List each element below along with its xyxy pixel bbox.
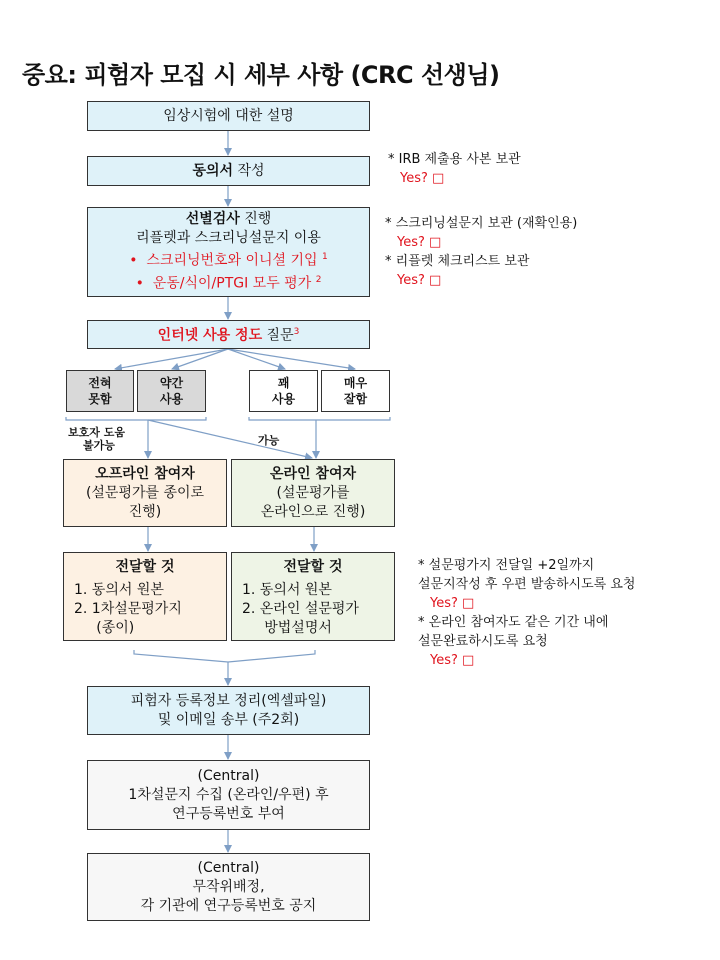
register-line2: 및 이메일 송부 (주2회) [157, 711, 300, 728]
step-internet-sup: 3 [293, 327, 300, 338]
note-deliver1-yes-checkbox[interactable]: Yes? □ [430, 596, 475, 611]
usage-option-fair [249, 370, 318, 412]
usage-option-very [321, 370, 390, 412]
online-title: 온라인 참여자 [269, 465, 357, 482]
offline-deliver-item: 1. 동의서 원본 [74, 582, 164, 598]
note-deliver1-line2: 설문지작성 후 우편 발송하시도록 요청 [418, 577, 636, 592]
offline-desc-line1: (설문평가를 종이로 [85, 484, 205, 501]
label-guardian-unavailable [68, 426, 125, 452]
note-screening2-text: * 리플렛 체크리스트 보관 [385, 254, 530, 269]
label-guardian-line1: 보호자 도움 [68, 426, 125, 439]
online-deliver-item: 방법설명서 [242, 620, 332, 636]
label-guardian-line2: 불가능 [83, 439, 115, 452]
note-screening2-yes-checkbox[interactable]: Yes? □ [397, 273, 442, 288]
usage-option-very-line2: 잘함 [343, 392, 368, 406]
offline-deliver-item: 2. 1차설문평가지 [74, 601, 182, 617]
bracket-low-usage [66, 417, 206, 420]
merge-deliver [134, 650, 315, 662]
arrow-internet-opt4 [228, 349, 355, 369]
register-line1: 피험자 등록정보 정리(엑셀파일) [130, 692, 327, 709]
online-deliver-item: 1. 동의서 원본 [242, 582, 332, 598]
online-deliver-box [231, 552, 395, 641]
note-irb [388, 150, 521, 188]
usage-option-some [137, 370, 206, 412]
arrow-internet-opt3 [228, 349, 285, 369]
step-screening-rest: 진행 [239, 211, 272, 228]
usage-option-some-line1: 약간 [159, 376, 184, 390]
usage-option-none [66, 370, 134, 412]
online-deliver-item: 2. 온라인 설문평가 [242, 601, 359, 617]
offline-desc-line2: 진행) [128, 503, 162, 520]
step-consent-bold: 동의서 [192, 162, 234, 179]
step-screening [87, 207, 370, 297]
step-screening-bullet1: • 스크리닝번호와 이니셜 기입 $^1$ [129, 252, 328, 269]
arrow-internet-opt1 [115, 349, 228, 369]
usage-option-some-line2: 사용 [159, 392, 184, 406]
step-explain [87, 101, 370, 131]
note-screening [385, 214, 577, 290]
note-irb-yes-checkbox[interactable]: Yes? □ [400, 171, 445, 186]
central2-line3: 각 기관에 연구등록번호 공지 [140, 897, 317, 914]
step-screening-line2: 리플렛과 스크리닝설문지 이용 [136, 230, 321, 247]
step-internet-usage [87, 320, 370, 349]
step-internet-bold: 인터넷 사용 정도 [157, 327, 263, 344]
central2-line1: (Central) [197, 859, 260, 876]
step-central-randomize [87, 853, 370, 921]
step-register [87, 686, 370, 735]
note-screening1-yes-checkbox[interactable]: Yes? □ [397, 235, 442, 250]
offline-deliver-title: 전달할 것 [115, 559, 175, 575]
page-title: 중요: 피험자 모집 시 세부 사항 (CRC 선생님) [22, 61, 500, 89]
note-screening1-text: * 스크리닝설문지 보관 (재확인용) [385, 216, 578, 231]
note-deliver [418, 556, 635, 670]
usage-option-none-line2: 못함 [88, 392, 112, 406]
online-desc-line2: 온라인으로 진행) [260, 503, 366, 520]
label-possible: 가능 [258, 434, 280, 447]
usage-option-fair-line1: 꽤 [277, 376, 290, 390]
offline-deliver-item: (종이) [74, 620, 135, 636]
step-consent-rest: 작성 [233, 162, 265, 179]
step-internet-rest: 질문 [262, 327, 294, 344]
online-participant-box [231, 459, 395, 527]
usage-option-very-line1: 매우 [343, 376, 368, 390]
bracket-high-usage [249, 417, 390, 420]
note-deliver2-line2: 설문완료하시도록 요청 [418, 634, 548, 649]
usage-option-none-line1: 전혀 [88, 376, 112, 390]
offline-title: 오프라인 참여자 [95, 465, 195, 482]
central1-line2: 1차설문지 수집 (온라인/우편) 후 [128, 786, 329, 803]
note-deliver1-line1: * 설문평가지 전달일 +2일까지 [418, 558, 595, 573]
usage-option-fair-line2: 사용 [271, 392, 296, 406]
note-deliver2-line1: * 온라인 참여자도 같은 기간 내에 [418, 615, 609, 630]
online-desc-line1: (설문평가를 [276, 484, 350, 501]
offline-deliver-box [63, 552, 227, 641]
central2-line2: 무작위배정, [192, 878, 265, 895]
step-screening-bullet2: • 운동/식이/PTGI 모두 평가 $^2$ [135, 275, 322, 292]
note-irb-text: * IRB 제출용 사본 보관 [388, 152, 521, 167]
step-consent [87, 156, 370, 186]
step-explain-label: 임상시험에 대한 설명 [163, 107, 294, 124]
central1-line1: (Central) [197, 767, 260, 784]
central1-line3: 연구등록번호 부여 [172, 805, 285, 822]
online-deliver-title: 전달할 것 [283, 559, 343, 575]
arrow-low-to-online [148, 420, 312, 458]
arrow-internet-opt2 [172, 349, 228, 369]
step-screening-bold: 선별검사 [185, 211, 240, 228]
note-deliver2-yes-checkbox[interactable]: Yes? □ [430, 653, 475, 668]
step-central-collect [87, 760, 370, 830]
offline-participant-box [63, 459, 227, 527]
